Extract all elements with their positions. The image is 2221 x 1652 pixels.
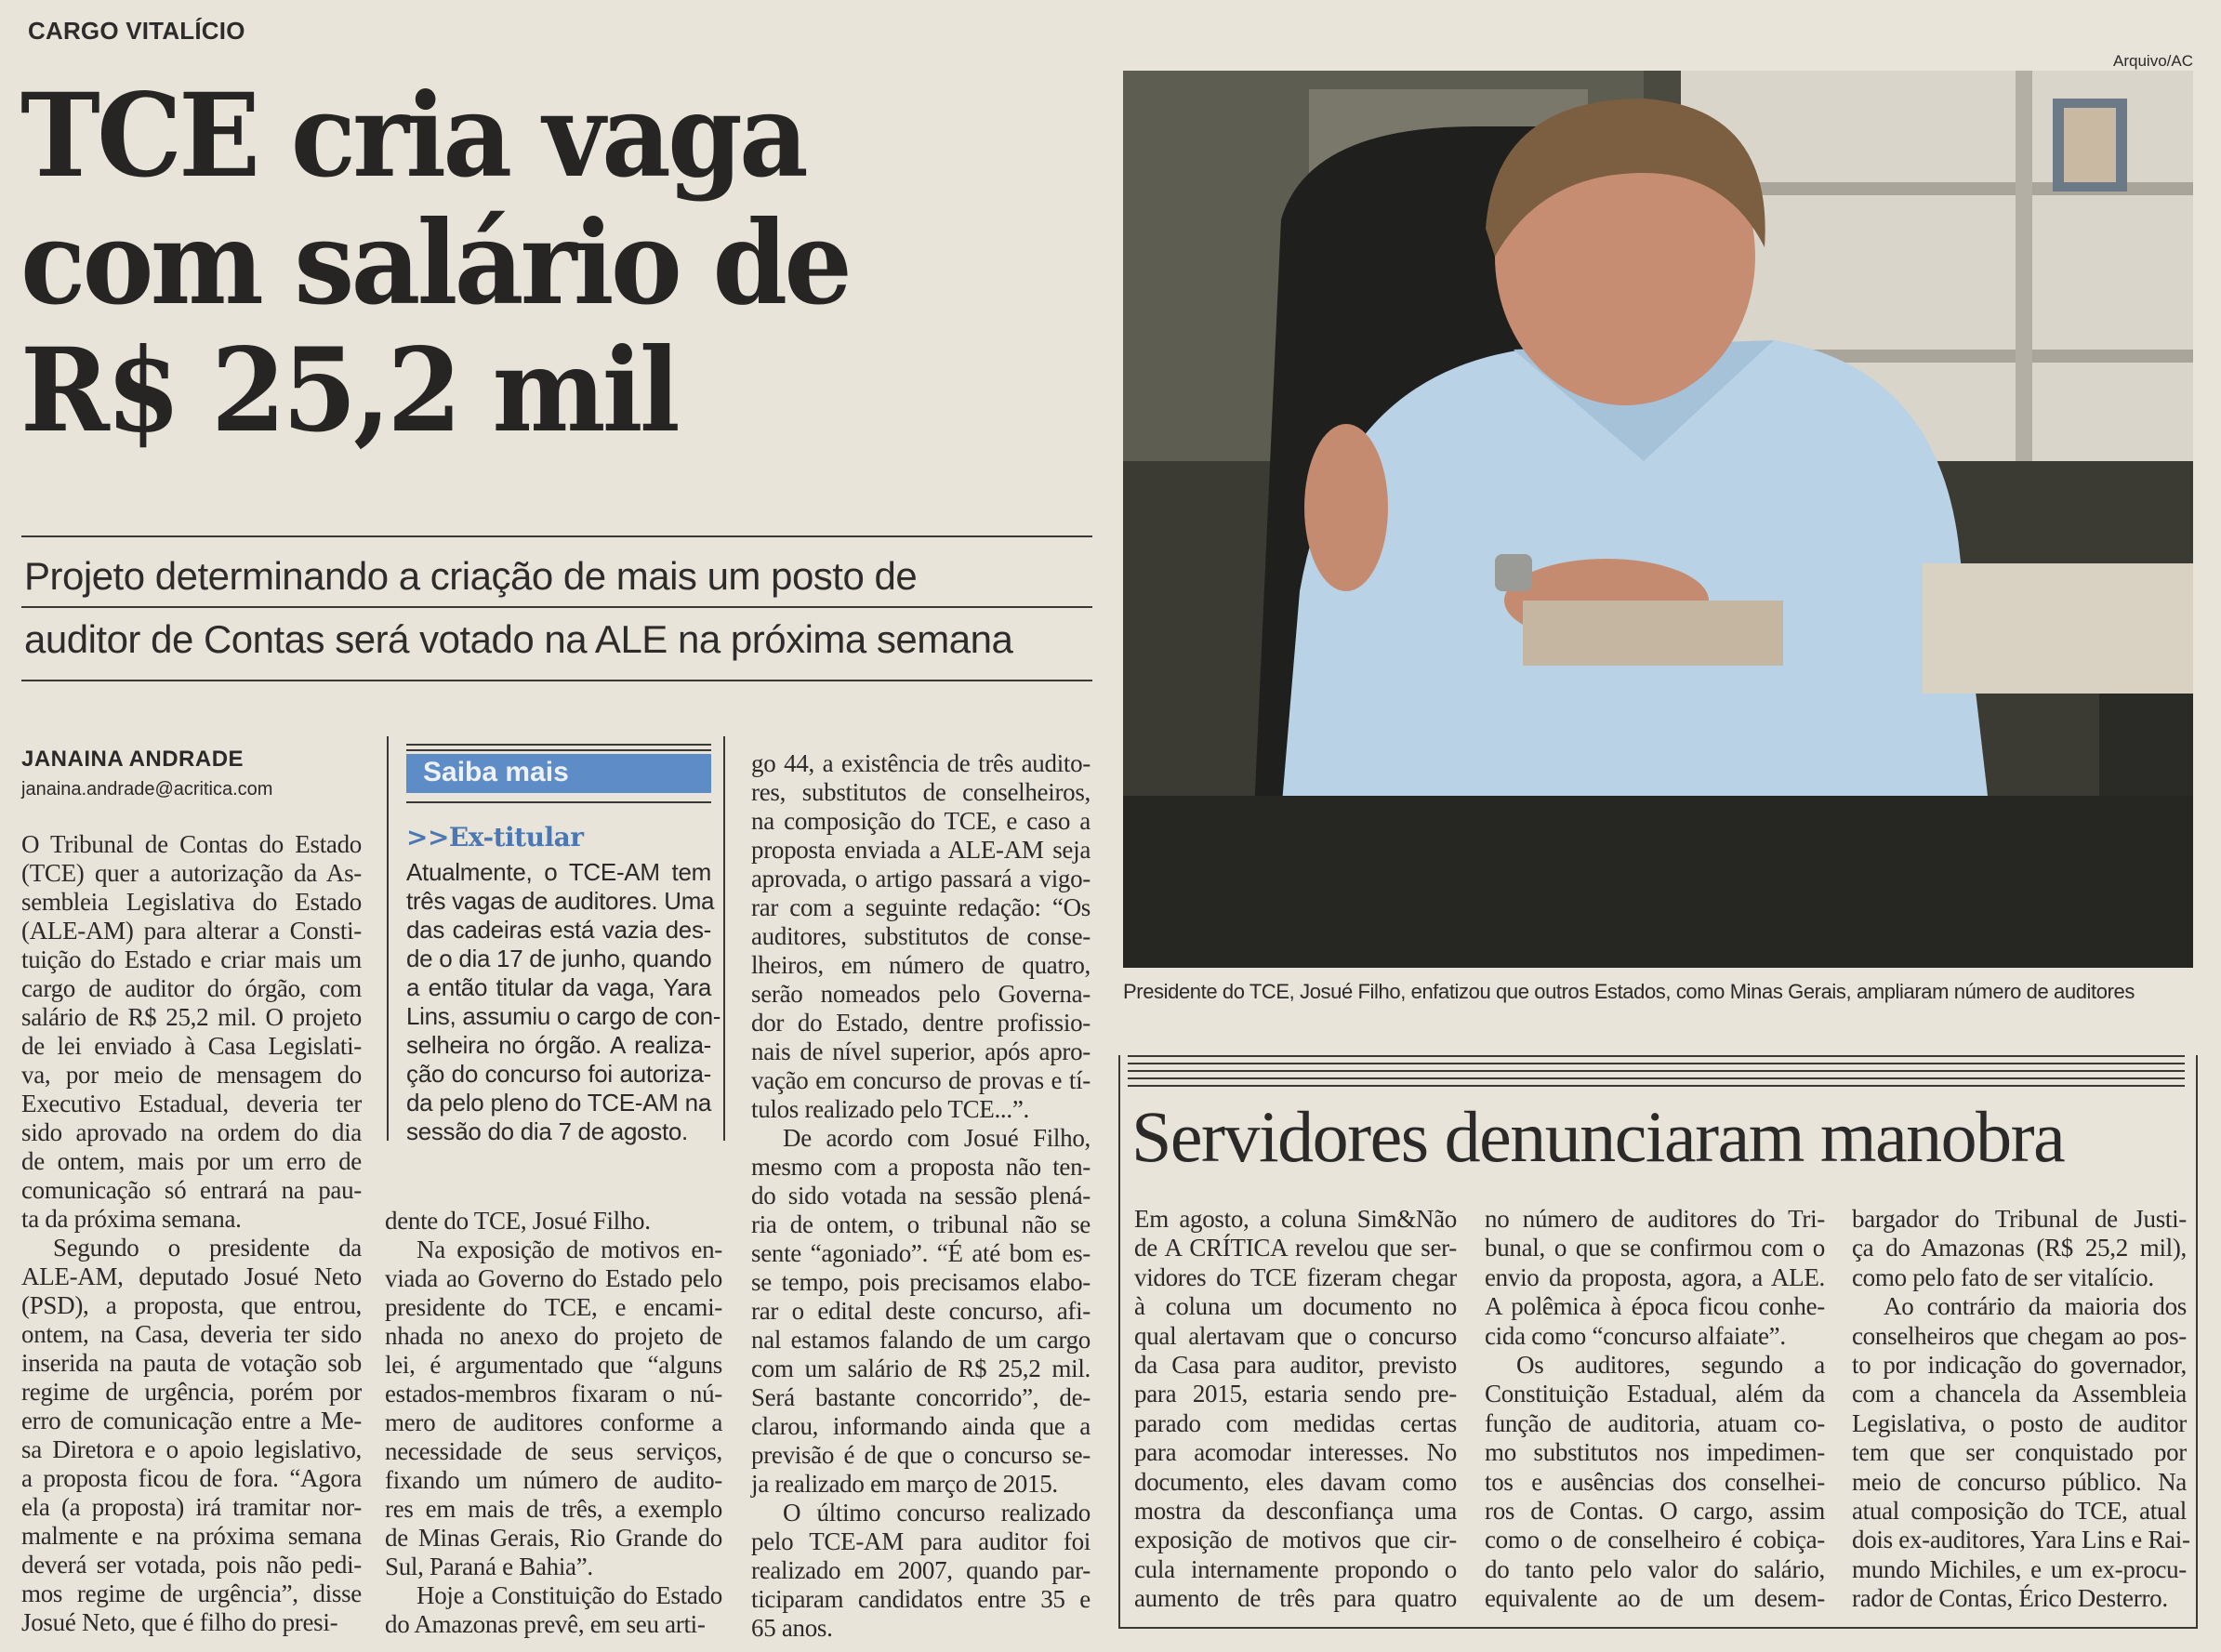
- text-line: mo substitutos nos impedimen-: [1485, 1438, 1825, 1467]
- text-line: erro de comunicação entre a Me-: [21, 1407, 362, 1434]
- text-line: Atualmente, o TCE-AM tem: [406, 858, 711, 886]
- text-line: cida como “concurso alfaiate”.: [1485, 1321, 1786, 1350]
- paragraph: [1852, 1292, 2190, 1613]
- text-line: lei, é argumentado que “alguns: [385, 1351, 722, 1379]
- sidebar-column-1: [1134, 1205, 1457, 1613]
- text-line: O Tribunal de Contas do Estado: [21, 830, 362, 858]
- text-line: do sido votada na sessão plená-: [751, 1182, 1091, 1209]
- paragraph: [1134, 1205, 1457, 1613]
- text-line: aumento de três para quatro: [1134, 1584, 1457, 1613]
- text-line: cula internamente propondo o: [1134, 1554, 1457, 1583]
- text-line: de o dia 17 de junho, quando: [406, 945, 712, 972]
- text-line: nal estamos falando de um cargo: [751, 1326, 1091, 1354]
- text-line: com a chancela da Assembleia: [1852, 1380, 2187, 1408]
- text-line: res em mais de três, a exemplo: [385, 1495, 722, 1523]
- text-line: ticiparam candidatos entre 35 e: [751, 1585, 1091, 1613]
- text-line: nais de nível superior, após apro-: [751, 1037, 1091, 1065]
- paragraph: [751, 1124, 1091, 1499]
- text-line: fixando um número de audito-: [385, 1466, 722, 1494]
- text-line: tulos realizado pelo TCE...”.: [751, 1095, 1029, 1123]
- text-line: viada ao Governo do Estado pelo: [385, 1264, 722, 1292]
- text-line: pelo TCE-AM para auditor foi: [751, 1527, 1091, 1555]
- headline-line: com salário de: [20, 196, 850, 331]
- text-line: à coluna um documento no: [1134, 1292, 1457, 1321]
- text-line: tos e ausências dos conselhei-: [1485, 1467, 1825, 1496]
- text-line: selheira no órgão. A realiza-: [406, 1031, 711, 1059]
- sidebar-title: Servidores denunciaram manobra: [1131, 1096, 2065, 1177]
- paragraph: [1485, 1205, 1825, 1351]
- paragraph: [1485, 1351, 1825, 1614]
- text-line: A polêmica à época ficou conhe-: [1485, 1292, 1825, 1321]
- text-line: de ontem, mais por um erro de: [21, 1147, 362, 1175]
- text-line: Os auditores, segundo a: [1516, 1350, 1825, 1379]
- divider: [406, 744, 711, 746]
- text-line: ja realizado em março de 2015.: [751, 1470, 1058, 1498]
- paragraph: [385, 1207, 722, 1236]
- divider: [1128, 1085, 2185, 1087]
- text-line: do Amazonas prevê, em seu arti-: [385, 1610, 706, 1638]
- saiba-mais-subhead: >>Ex-titular: [406, 822, 584, 852]
- section-kicker: CARGO VITALÍCIO: [28, 17, 245, 45]
- text-line: realizado em 2007, quando par-: [751, 1556, 1091, 1584]
- text-line: dois ex-auditores, Yara Lins e Rai-: [1852, 1526, 2190, 1554]
- text-line: Em agosto, a coluna Sim&Não: [1134, 1205, 1457, 1233]
- text-line: vidores do TCE fizeram chegar: [1134, 1262, 1457, 1291]
- text-line: to por indicação do governador,: [1852, 1350, 2187, 1379]
- article-column-3: [751, 749, 1091, 1643]
- text-line: Segundo o presidente da: [53, 1234, 362, 1262]
- text-line: inserida na pauta de votação sob: [21, 1349, 362, 1377]
- text-line: ta da próxima semana.: [21, 1205, 242, 1233]
- text-line: serão nomeados pelo Governa-: [751, 980, 1091, 1008]
- text-line: Legislativa, o posto de auditor: [1852, 1408, 2187, 1437]
- divider: [406, 801, 711, 803]
- text-line: para acomodar interesses. No: [1134, 1438, 1457, 1467]
- text-line: necessidade de seus serviços,: [385, 1437, 722, 1465]
- photo-caption: Presidente do TCE, Josué Filho, enfatizou que outros Estados, como Minas Gerais, ampliaram número de auditores: [1123, 980, 2135, 1003]
- photo-credit: Arquivo/AC: [2113, 52, 2193, 70]
- article-column-1: [21, 830, 362, 1637]
- text-line: do tanto pelo valor do salário,: [1485, 1554, 1825, 1583]
- text-line: sa Diretora e o apoio legislativo,: [21, 1435, 362, 1463]
- text-line: 65 anos.: [751, 1614, 833, 1642]
- text-line: rar o edital deste concurso, afi-: [751, 1297, 1091, 1325]
- text-line: sessão do dia 7 de agosto.: [406, 1117, 688, 1145]
- text-line: Hoje a Constituição do Estado: [416, 1581, 722, 1609]
- photo-president-at-desk: [1123, 71, 2193, 968]
- author-name: JANAINA ANDRADE: [21, 747, 245, 772]
- text-line: ça do Amazonas (R$ 25,2 mil),: [1852, 1234, 2187, 1262]
- text-line: Ao contrário da maioria dos: [1884, 1292, 2187, 1321]
- text-line: ontem, na Casa, deveria ter sido: [21, 1320, 362, 1348]
- divider: [1128, 1070, 2185, 1072]
- text-line: sido aprovado na ordem do dia: [21, 1118, 362, 1146]
- text-line: ção do concurso foi autoriza-: [406, 1060, 711, 1088]
- text-line: bargador do Tribunal de Justi-: [1852, 1205, 2187, 1233]
- divider: [21, 606, 1092, 608]
- headline-line: TCE cria vaga: [20, 69, 806, 204]
- text-line: De acordo com Josué Filho,: [783, 1124, 1091, 1152]
- text-line: proposta enviada a ALE-AM seja: [751, 836, 1091, 864]
- text-line: de lei enviado à Casa Legislati-: [21, 1032, 362, 1060]
- text-line: rar com a seguinte redação: “Os: [751, 893, 1091, 921]
- paragraph: [21, 1234, 362, 1637]
- article-column-2: [385, 1207, 722, 1639]
- text-line: Será bastante concorrido”, de-: [751, 1383, 1091, 1411]
- divider: [21, 535, 1092, 537]
- author-email: janaina.andrade@acritica.com: [21, 779, 273, 800]
- paragraph: [406, 858, 721, 1146]
- text-line: dor do Estado, dentre profissio-: [751, 1009, 1091, 1037]
- text-line: ela (a proposta) irá tramitar nor-: [21, 1493, 362, 1521]
- text-line: deverá ser votada, pois não pedi-: [21, 1551, 362, 1579]
- headline: [20, 69, 850, 458]
- text-line: de A CRÍTICA revelou que ser-: [1134, 1234, 1457, 1262]
- text-line: a proposta ficou de fora. “Agora: [21, 1464, 362, 1492]
- text-line: função de auditoria, atuam co-: [1485, 1408, 1825, 1437]
- text-line: regime de urgência, porém por: [21, 1378, 362, 1406]
- text-line: mostra da desconfiança uma: [1134, 1496, 1457, 1525]
- saiba-mais-text: [406, 858, 721, 1146]
- text-line: exposição de motivos que cir-: [1134, 1526, 1457, 1554]
- text-line: envio da proposta, agora, a ALE.: [1485, 1262, 1825, 1291]
- text-line: das cadeiras está vazia des-: [406, 916, 711, 944]
- text-line: Executivo Estadual, deveria ter: [21, 1090, 362, 1117]
- text-line: tem que ser conquistado por: [1852, 1438, 2187, 1467]
- text-line: ros de Contas. O cargo, assim: [1485, 1496, 1825, 1525]
- text-line: meio de concurso público. Na: [1852, 1467, 2187, 1496]
- text-line: bunal, o que se confirmou com o: [1485, 1234, 1825, 1262]
- text-line: go 44, a existência de três audito-: [751, 749, 1091, 777]
- divider: [406, 749, 711, 751]
- text-line: mos regime de urgência”, disse: [21, 1579, 362, 1607]
- text-line: vação em concurso de provas e tí-: [751, 1066, 1091, 1094]
- text-line: com um salário de R$ 25,2 mil.: [751, 1355, 1091, 1382]
- photo: [1123, 71, 2193, 968]
- text-line: como o de conselheiro é cobiça-: [1485, 1526, 1825, 1554]
- text-line: presidente do TCE, e encami-: [385, 1293, 722, 1321]
- text-line: se tempo, pois precisamos elabo-: [751, 1268, 1091, 1296]
- deck-line: Projeto determinando a criação de mais um posto de: [24, 554, 918, 598]
- text-line: salário de R$ 25,2 mil. O projeto: [21, 1003, 362, 1031]
- text-line: tuição do Estado e criar mais um: [21, 945, 362, 973]
- saiba-mais-label: Saiba mais: [423, 757, 569, 787]
- text-line: no número de auditores do Tri-: [1485, 1205, 1825, 1233]
- text-line: parado com medidas certas: [1134, 1408, 1457, 1437]
- text-line: Josué Neto, que é filho do presi-: [21, 1608, 338, 1636]
- text-line: estados-membros fixaram o nú-: [385, 1380, 722, 1408]
- text-line: (TCE) quer a autorização da As-: [21, 859, 362, 887]
- divider: [1128, 1077, 2185, 1079]
- text-line: aprovada, o artigo passará a vigo-: [751, 865, 1091, 892]
- headline-line: R$ 25,2 mil: [20, 324, 677, 458]
- paragraph: [751, 1499, 1091, 1643]
- text-line: ALE-AM, deputado Josué Neto: [21, 1262, 362, 1290]
- text-line: mesmo com a proposta não ten-: [751, 1153, 1091, 1181]
- sidebar-column-3: [1852, 1205, 2190, 1613]
- text-line: da pelo pleno do TCE-AM na: [406, 1089, 711, 1117]
- text-line: três vagas de auditores. Uma: [406, 887, 715, 915]
- text-line: Constituição Estadual, além da: [1485, 1380, 1825, 1408]
- text-line: qual alertavam que o concurso: [1134, 1321, 1457, 1350]
- paragraph: [21, 830, 362, 1234]
- text-line: ria de ontem, o tribunal não se: [751, 1210, 1091, 1238]
- paragraph: [751, 749, 1091, 1124]
- deck-line: auditor de Contas será votado na ALE na próxima semana: [24, 617, 1013, 661]
- text-line: na composição do TCE, e caso a: [751, 807, 1091, 835]
- text-line: O último concurso realizado: [783, 1499, 1091, 1526]
- text-line: comunicação só entrará na pau-: [21, 1176, 362, 1204]
- text-line: dente do TCE, Josué Filho.: [385, 1207, 651, 1235]
- text-line: mero de auditores conforme a: [385, 1408, 722, 1436]
- paragraph: [385, 1581, 722, 1639]
- text-line: (PSD), a proposta, que entrou,: [21, 1291, 362, 1319]
- text-line: mundo Michiles, e um ex-procu-: [1852, 1554, 2187, 1583]
- text-line: rador de Contas, Érico Desterro.: [1852, 1584, 2168, 1613]
- text-line: atual composição do TCE, atual: [1852, 1496, 2187, 1525]
- text-line: nhada no anexo do projeto de: [385, 1322, 722, 1350]
- text-line: cargo de auditor do órgão, com: [21, 974, 362, 1002]
- divider: [21, 680, 1092, 681]
- paragraph: [385, 1236, 722, 1581]
- text-line: de Minas Gerais, Rio Grande do: [385, 1524, 722, 1552]
- text-line: Sul, Paraná e Bahia”.: [385, 1553, 593, 1580]
- text-line: da Casa para auditor, previsto: [1134, 1350, 1457, 1379]
- text-line: a então titular da vaga, Yara: [406, 973, 711, 1001]
- text-line: como pelo fato de ser vitalício.: [1852, 1262, 2154, 1291]
- text-line: para 2015, estaria sendo pre-: [1134, 1380, 1457, 1408]
- text-line: res, substitutos de conselheiros,: [751, 778, 1091, 806]
- text-line: sembleia Legislativa do Estado: [21, 888, 362, 916]
- text-line: equivalente ao de um desem-: [1485, 1584, 1825, 1613]
- text-line: auditores, substitutos de conse-: [751, 922, 1091, 950]
- text-line: Na exposição de motivos en-: [416, 1236, 722, 1263]
- paragraph: [1852, 1205, 2187, 1292]
- text-line: sente “agoniado”. “É até bom es-: [751, 1239, 1091, 1267]
- text-line: clarou, informando ainda que a: [751, 1412, 1091, 1440]
- text-line: previsão é de que o concurso se-: [751, 1441, 1091, 1469]
- text-line: lheiros, em número de quatro,: [751, 951, 1091, 979]
- text-line: Lins, assumiu o cargo de con-: [406, 1002, 721, 1030]
- divider: [1128, 1055, 2185, 1057]
- text-line: conselheiros que chegam ao pos-: [1852, 1321, 2187, 1350]
- text-line: va, por meio de mensagem do: [21, 1061, 362, 1089]
- sidebar-column-2: [1485, 1205, 1825, 1613]
- divider: [1128, 1063, 2185, 1064]
- text-line: documento, eles davam como: [1134, 1467, 1457, 1496]
- text-line: (ALE-AM) para alterar a Consti-: [21, 917, 362, 945]
- text-line: malmente e na próxima semana: [21, 1522, 362, 1550]
